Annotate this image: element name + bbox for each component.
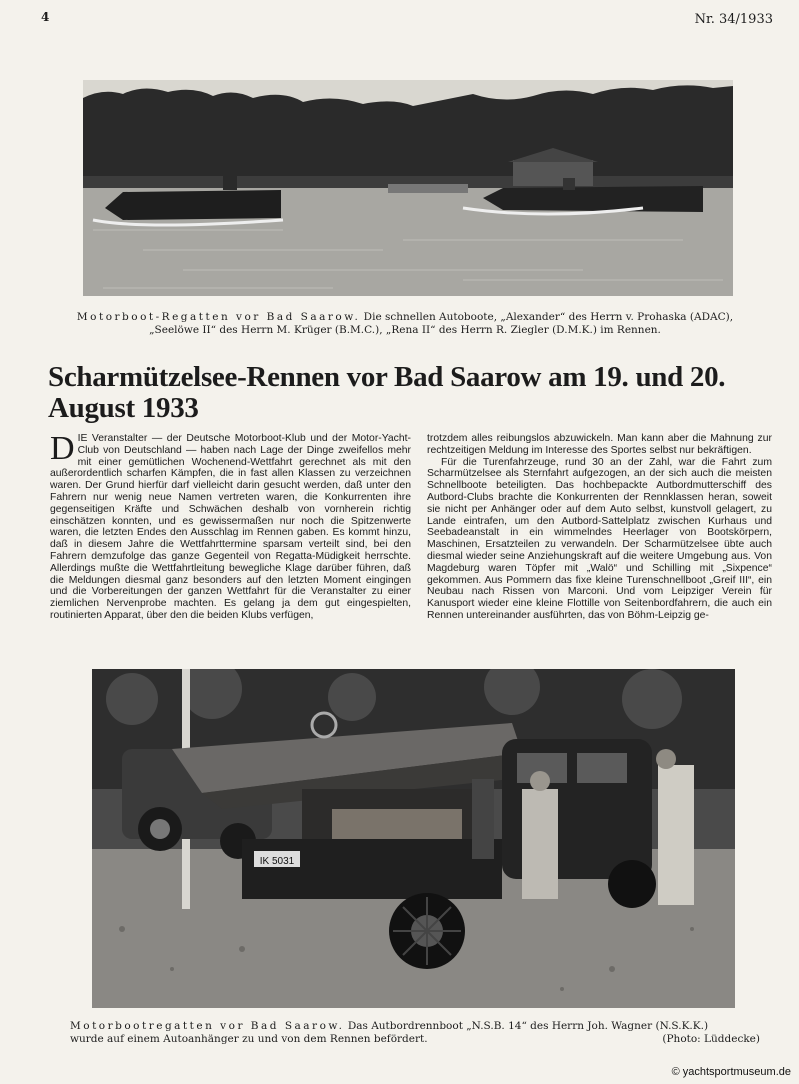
trailer-licence-plate: IK 5031 <box>259 856 295 867</box>
issue-number: Nr. 34/1933 <box>694 12 773 27</box>
paragraph: trotzdem alles reibungslos abzuwickeln. Man kann aber die Mahnung zur rechtzeitigen Meldung im Interesse des Sportes selbst nur bekräftigen. <box>427 433 772 456</box>
caption-line: wurde auf einem Autoanhänger zu und von dem Rennen befördert. <box>70 1033 428 1045</box>
top-photo-caption <box>55 311 755 337</box>
caption-line: „Seelöwe II“ des Herrn M. Krüger (B.M.C.), „Rena II“ des Herrn R. Ziegler (D.M.K.) im Rennen. <box>149 324 661 336</box>
article-column-2 <box>427 433 772 622</box>
caption-lead: Motorboot-Regatten vor Bad Saarow. <box>76 311 361 323</box>
paragraph: Für die Turenfahrzeuge, rund 30 an der Zahl, war die Fahrt zum Scharmützelsee als Sternfahrt aufgezogen, an der sich auch die meisten Schnellboote beteiligten. Das hochbepackte Autbordmutterschiff des Autbord-Clubs brachte die Konkurrenten der Rennklassen heran, soweit sie nicht per Anhänger oder auf dem Auto selbst, kunstvoll gelagert, zu Lande eintrafen, um den Autbord-Sattelplatz zwischen Kurhaus und Seebadeanstalt in ein wimmelndes Heerlager von Bootskörpern, Maschinen, Ersatzteilen zu verwandeln. Der Scharmützelsee übte auch diesmal wieder seine Anziehungskraft auf die weitere Umgebung aus. Von Magdeburg waren Töpfer mit „Walö“ und Schilling mit „Sixpence“ gekommen. Aus Pommern das fixe kleine Turenschnellboot „Greif III“, ein Neubau nach Rissen von Marconi. Und vom Leipziger Verein für Kanusport wieder eine kleine Flottille von Seitenbordfahrern, die auch ein Rennen untereinander ausführten, das von Böhm-Leipzig ge- <box>427 456 772 621</box>
regatta-photo <box>83 80 733 296</box>
photo-credit: (Photo: Lüddecke) <box>662 1033 760 1045</box>
paragraph: IE Veranstalter — der Deutsche Motorboot-Klub und der Motor-Yacht-Club von Deutschland — haben nach Lage der Dinge zweifellos mehr mit einer gemütlichen Wochenend-Wettfahrt gerechnet als mit den außerordentlich scharfen Kämpfen, die in fast allen Klassen zu verzeichnen waren. Der Grund hierfür darf vielleicht darin gesucht werden, daß unter den Fahrern nur wenig neue Namen vertreten waren, die Konkurrenten ihre gegenseitigen Kräfte und Schwächen deshalb von vornherein richtig einschätzen konnten, und es gewissermaßen nur noch die Spitzenwerte waren, die letzten Endes den Ausschlag im Rennen gaben. Es kommt hinzu, daß in diesem Jahre die Wettfahrttermine sparsam verteilt sind, bei den Fahrern demzufolge das ganze Gegenteil von Regatta-Müdigkeit herrschte. Allerdings mußte die Wettfahrtleitung bewegliche Klage darüber führen, daß die Meldungen diesmal ganz besonders auf den letzten Moment eingingen und die Vorbereitungen der ganzen Wettfahrt für die Veranstalter zu einer ziemlichen Nervenprobe machten. Es gelang ja dem gut eingespielten, routinierten Apparat, über den die beiden Klubs verfügen, <box>50 433 411 621</box>
caption-text: Die schnellen Autoboote, „Alexander“ des Herrn v. Prohaska (ADAC), <box>363 311 734 323</box>
drop-cap: D <box>50 430 75 467</box>
caption-text: Das Autbordrennboot „N.S.B. 14“ des Herrn Joh. Wagner (N.S.K.K.) <box>347 1020 709 1032</box>
article-headline: Scharmützelsee-Rennen vor Bad Saarow am 19. und 20. August 1933 <box>48 361 726 424</box>
trailer-photo <box>92 669 735 1008</box>
watermark: © yachtsportmuseum.de <box>671 1066 791 1078</box>
page-number: 4 <box>41 10 50 24</box>
caption-lead: Motorbootregatten vor Bad Saarow. <box>70 1020 345 1032</box>
bottom-photo-caption <box>70 1020 760 1046</box>
article-column-1 <box>50 430 411 622</box>
